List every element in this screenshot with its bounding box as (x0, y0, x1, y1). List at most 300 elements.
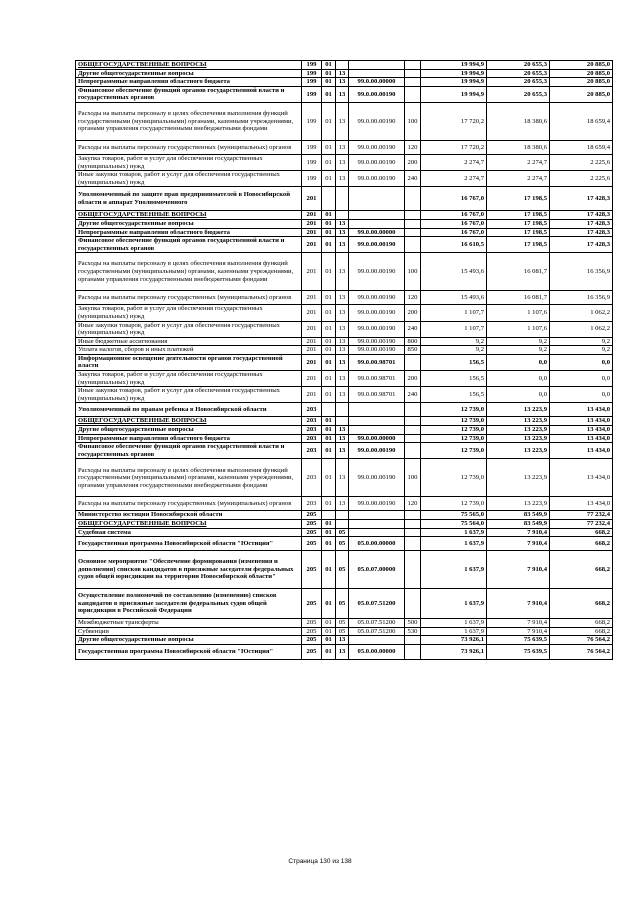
amount-year-3: 13 434,0 (550, 417, 613, 426)
amount-year-2: 0,0 (487, 387, 550, 403)
target-article-code: 99.0.00.98701 (349, 387, 405, 403)
section-code: 01 (322, 78, 336, 87)
amount-year-3: 668,2 (550, 589, 613, 619)
table-row (76, 354, 613, 370)
subsection-code: 13 (336, 102, 349, 140)
amount-year-1: 19 994,9 (421, 69, 487, 78)
section-code: 01 (322, 589, 336, 619)
amount-year-1: 156,5 (421, 371, 487, 387)
amount-year-1: 73 926,1 (421, 636, 487, 645)
amount-year-2: 1 107,6 (487, 305, 550, 321)
subsection-code (336, 520, 349, 529)
row-name: Непрограммные направления областного бюджета (76, 78, 302, 87)
table-row (76, 627, 613, 636)
section-code: 01 (322, 528, 336, 537)
target-article-code (349, 520, 405, 529)
table-row (76, 371, 613, 387)
target-article-code: 99.0.00.98701 (349, 371, 405, 387)
table-row (76, 321, 613, 337)
subsection-code (336, 61, 349, 70)
amount-year-3: 76 564,2 (550, 636, 613, 645)
subsection-code (336, 403, 349, 417)
amount-year-3: 668,2 (550, 537, 613, 551)
section-code: 01 (322, 387, 336, 403)
amount-year-3: 668,2 (550, 619, 613, 628)
row-name: Расходы на выплаты персоналу государственных (муниципальных) органов (76, 140, 302, 154)
target-article-code (349, 219, 405, 228)
amount-year-3: 16 356,9 (550, 253, 613, 291)
subsection-code (336, 417, 349, 426)
ved-code: 201 (302, 321, 322, 337)
amount-year-2: 17 198,5 (487, 219, 550, 228)
section-code: 01 (322, 337, 336, 346)
section-code: 01 (322, 354, 336, 370)
ved-code: 201 (302, 337, 322, 346)
section-code (322, 511, 336, 520)
table-row (76, 520, 613, 529)
table-row (76, 78, 613, 87)
target-article-code: 99.0.00.00190 (349, 337, 405, 346)
amount-year-1: 1 637,9 (421, 627, 487, 636)
amount-year-2: 7 910,4 (487, 619, 550, 628)
expense-type-code (405, 589, 421, 619)
ved-code: 199 (302, 61, 322, 70)
target-article-code: 99.0.00.98701 (349, 354, 405, 370)
amount-year-1: 15 493,6 (421, 253, 487, 291)
section-code: 01 (322, 154, 336, 170)
expense-type-code (405, 636, 421, 645)
section-code: 01 (322, 627, 336, 636)
row-name: Государственная программа Новосибирской области "Юстиция" (76, 537, 302, 551)
section-code: 01 (322, 346, 336, 355)
ved-code: 199 (302, 154, 322, 170)
subsection-code: 13 (336, 171, 349, 187)
section-code: 01 (322, 434, 336, 443)
expense-type-code (405, 528, 421, 537)
row-name: Закупка товаров, работ и услуг для обеспечения государственных (муниципальных) нужд (76, 371, 302, 387)
amount-year-3: 9,2 (550, 337, 613, 346)
amount-year-3: 1 062,2 (550, 321, 613, 337)
amount-year-2: 0,0 (487, 371, 550, 387)
amount-year-3: 17 428,3 (550, 211, 613, 220)
row-name: Расходы на выплаты персоналу государственных (муниципальных) органов (76, 291, 302, 305)
expense-type-code (405, 69, 421, 78)
amount-year-3: 17 428,3 (550, 219, 613, 228)
subsection-code: 13 (336, 434, 349, 443)
table-row (76, 228, 613, 237)
target-article-code (349, 528, 405, 537)
row-name: Другие общегосударственные вопросы (76, 426, 302, 435)
expense-type-code: 500 (405, 619, 421, 628)
row-name: Иные бюджетные ассигнования (76, 337, 302, 346)
row-name: Другие общегосударственные вопросы (76, 636, 302, 645)
amount-year-1: 9,2 (421, 346, 487, 355)
row-name: Уполномоченный по правам ребенка в Новосибирской области (76, 403, 302, 417)
row-name: Другие общегосударственные вопросы (76, 219, 302, 228)
expense-type-code (405, 551, 421, 589)
amount-year-2: 17 198,5 (487, 228, 550, 237)
expense-type-code: 120 (405, 497, 421, 511)
amount-year-1: 15 493,6 (421, 291, 487, 305)
subsection-code: 13 (336, 219, 349, 228)
ved-code: 205 (302, 511, 322, 520)
subsection-code: 13 (336, 291, 349, 305)
amount-year-1: 156,5 (421, 387, 487, 403)
table-row (76, 387, 613, 403)
subsection-code: 05 (336, 589, 349, 619)
expense-type-code (405, 417, 421, 426)
amount-year-3: 13 434,0 (550, 426, 613, 435)
amount-year-1: 19 994,9 (421, 78, 487, 87)
table-row (76, 211, 613, 220)
table-row (76, 69, 613, 78)
expense-type-code: 850 (405, 346, 421, 355)
ved-code: 201 (302, 387, 322, 403)
subsection-code: 13 (336, 426, 349, 435)
amount-year-2: 7 910,4 (487, 551, 550, 589)
row-name: Финансовое обеспечение функций органов государственной власти и государственных органов (76, 443, 302, 459)
row-name: Судебная система (76, 528, 302, 537)
section-code: 01 (322, 551, 336, 589)
subsection-code: 13 (336, 69, 349, 78)
amount-year-3: 77 232,4 (550, 520, 613, 529)
amount-year-3: 13 434,0 (550, 403, 613, 417)
table-row (76, 187, 613, 211)
subsection-code (336, 511, 349, 520)
row-name: Расходы на выплаты персоналу в целях обеспечения выполнения функций государственными (муниципальными) органами, казенными учреждениями, органами управления государственными внебюджетными фондами (76, 459, 302, 497)
amount-year-3: 1 062,2 (550, 305, 613, 321)
amount-year-1: 12 739,0 (421, 403, 487, 417)
amount-year-2: 75 639,5 (487, 644, 550, 659)
row-name: Закупка товаров, работ и услуг для обеспечения государственных (муниципальных) нужд (76, 305, 302, 321)
row-name: Другие общегосударственные вопросы (76, 69, 302, 78)
expense-type-code (405, 443, 421, 459)
amount-year-1: 1 637,9 (421, 589, 487, 619)
target-article-code: 99.0.00.00190 (349, 497, 405, 511)
budget-table (75, 60, 613, 660)
amount-year-1: 19 994,9 (421, 86, 487, 102)
ved-code: 199 (302, 171, 322, 187)
amount-year-1: 9,2 (421, 337, 487, 346)
amount-year-1: 16 767,0 (421, 211, 487, 220)
amount-year-2: 2 274,7 (487, 154, 550, 170)
amount-year-1: 1 107,7 (421, 321, 487, 337)
target-article-code: 99.0.00.00000 (349, 434, 405, 443)
ved-code: 199 (302, 102, 322, 140)
row-name: Осуществление полномочий по составлению (изменению) списков кандидатов в присяжные заседатели федеральных судов общей юрисдикции в Российской Федерации (76, 589, 302, 619)
target-article-code: 99.0.00.00190 (349, 140, 405, 154)
subsection-code: 13 (336, 354, 349, 370)
amount-year-1: 1 637,9 (421, 551, 487, 589)
amount-year-2: 9,2 (487, 337, 550, 346)
section-code: 01 (322, 417, 336, 426)
table-row (76, 511, 613, 520)
row-name: ОБЩЕГОСУДАРСТВЕННЫЕ ВОПРОСЫ (76, 61, 302, 70)
amount-year-1: 12 739,0 (421, 426, 487, 435)
expense-type-code: 200 (405, 154, 421, 170)
ved-code: 203 (302, 443, 322, 459)
table-row (76, 237, 613, 253)
expense-type-code: 240 (405, 171, 421, 187)
row-name: Иные закупки товаров, работ и услуг для обеспечения государственных (муниципальных) нужд (76, 171, 302, 187)
ved-code: 205 (302, 537, 322, 551)
amount-year-3: 2 225,6 (550, 154, 613, 170)
row-name: ОБЩЕГОСУДАРСТВЕННЫЕ ВОПРОСЫ (76, 417, 302, 426)
row-name: Непрограммные направления областного бюджета (76, 434, 302, 443)
amount-year-2: 20 655,3 (487, 78, 550, 87)
amount-year-1: 2 274,7 (421, 171, 487, 187)
target-article-code: 05.0.07.51200 (349, 619, 405, 628)
section-code: 01 (322, 291, 336, 305)
table-row (76, 403, 613, 417)
section-code: 01 (322, 371, 336, 387)
subsection-code: 13 (336, 346, 349, 355)
section-code: 01 (322, 305, 336, 321)
section-code: 01 (322, 171, 336, 187)
section-code: 01 (322, 140, 336, 154)
ved-code: 205 (302, 520, 322, 529)
table-row (76, 636, 613, 645)
subsection-code: 13 (336, 371, 349, 387)
ved-code: 205 (302, 636, 322, 645)
ved-code: 201 (302, 354, 322, 370)
target-article-code: 99.0.00.00000 (349, 228, 405, 237)
ved-code: 201 (302, 371, 322, 387)
row-name: Субвенции (76, 627, 302, 636)
amount-year-3: 20 885,0 (550, 61, 613, 70)
target-article-code (349, 403, 405, 417)
ved-code: 205 (302, 528, 322, 537)
expense-type-code: 240 (405, 321, 421, 337)
target-article-code: 05.0.00.00000 (349, 537, 405, 551)
table-row (76, 171, 613, 187)
amount-year-3: 18 659,4 (550, 102, 613, 140)
row-name: Непрограммные направления областного бюджета (76, 228, 302, 237)
subsection-code: 13 (336, 228, 349, 237)
expense-type-code (405, 211, 421, 220)
expense-type-code (405, 426, 421, 435)
ved-code: 201 (302, 291, 322, 305)
amount-year-2: 16 081,7 (487, 291, 550, 305)
target-article-code (349, 426, 405, 435)
row-name: Министерство юстиции Новосибирской области (76, 511, 302, 520)
amount-year-2: 2 274,7 (487, 171, 550, 187)
ved-code: 199 (302, 78, 322, 87)
subsection-code: 05 (336, 619, 349, 628)
amount-year-2: 20 655,3 (487, 69, 550, 78)
table-row (76, 459, 613, 497)
expense-type-code (405, 520, 421, 529)
row-name: Иные закупки товаров, работ и услуг для обеспечения государственных (муниципальных) нужд (76, 387, 302, 403)
target-article-code (349, 69, 405, 78)
table-row (76, 644, 613, 659)
amount-year-3: 16 356,9 (550, 291, 613, 305)
section-code: 01 (322, 253, 336, 291)
ved-code: 199 (302, 86, 322, 102)
amount-year-2: 17 198,5 (487, 211, 550, 220)
ved-code: 205 (302, 627, 322, 636)
expense-type-code: 800 (405, 337, 421, 346)
amount-year-3: 17 428,3 (550, 187, 613, 211)
target-article-code: 99.0.00.00190 (349, 443, 405, 459)
expense-type-code: 530 (405, 627, 421, 636)
row-name: Иные закупки товаров, работ и услуг для обеспечения государственных (муниципальных) нужд (76, 321, 302, 337)
amount-year-2: 13 223,9 (487, 426, 550, 435)
amount-year-2: 1 107,6 (487, 321, 550, 337)
amount-year-1: 75 564,0 (421, 520, 487, 529)
ved-code: 203 (302, 459, 322, 497)
amount-year-3: 17 428,3 (550, 237, 613, 253)
amount-year-1: 12 739,0 (421, 434, 487, 443)
ved-code: 203 (302, 426, 322, 435)
table-row (76, 497, 613, 511)
amount-year-2: 13 223,9 (487, 497, 550, 511)
amount-year-1: 2 274,7 (421, 154, 487, 170)
amount-year-3: 18 659,4 (550, 140, 613, 154)
subsection-code: 13 (336, 321, 349, 337)
amount-year-3: 2 225,6 (550, 171, 613, 187)
amount-year-1: 73 926,1 (421, 644, 487, 659)
ved-code: 199 (302, 69, 322, 78)
ved-code: 205 (302, 644, 322, 659)
amount-year-2: 13 223,9 (487, 443, 550, 459)
table-row (76, 219, 613, 228)
section-code: 01 (322, 426, 336, 435)
expense-type-code (405, 61, 421, 70)
amount-year-2: 9,2 (487, 346, 550, 355)
amount-year-3: 0,0 (550, 387, 613, 403)
table-row (76, 140, 613, 154)
target-article-code: 05.0.07.51200 (349, 627, 405, 636)
amount-year-3: 76 564,2 (550, 644, 613, 659)
amount-year-2: 13 223,9 (487, 403, 550, 417)
section-code: 01 (322, 537, 336, 551)
amount-year-1: 12 739,0 (421, 417, 487, 426)
amount-year-1: 1 637,9 (421, 528, 487, 537)
table-row (76, 434, 613, 443)
target-article-code: 99.0.00.00190 (349, 253, 405, 291)
amount-year-3: 0,0 (550, 354, 613, 370)
section-code (322, 187, 336, 211)
subsection-code: 13 (336, 154, 349, 170)
expense-type-code: 100 (405, 459, 421, 497)
section-code: 01 (322, 619, 336, 628)
subsection-code (336, 211, 349, 220)
expense-type-code (405, 237, 421, 253)
subsection-code: 05 (336, 537, 349, 551)
amount-year-2: 13 223,9 (487, 417, 550, 426)
target-article-code: 99.0.00.00190 (349, 459, 405, 497)
amount-year-2: 20 655,3 (487, 86, 550, 102)
amount-year-1: 1 107,7 (421, 305, 487, 321)
amount-year-2: 7 910,4 (487, 528, 550, 537)
amount-year-2: 7 910,4 (487, 589, 550, 619)
ved-code: 201 (302, 187, 322, 211)
subsection-code: 13 (336, 305, 349, 321)
section-code: 01 (322, 228, 336, 237)
section-code: 01 (322, 636, 336, 645)
amount-year-3: 668,2 (550, 551, 613, 589)
amount-year-2: 17 198,5 (487, 237, 550, 253)
table-row (76, 537, 613, 551)
subsection-code: 13 (336, 387, 349, 403)
amount-year-2: 18 380,6 (487, 140, 550, 154)
target-article-code: 99.0.00.00000 (349, 78, 405, 87)
amount-year-3: 0,0 (550, 371, 613, 387)
table-row (76, 417, 613, 426)
target-article-code (349, 636, 405, 645)
page-footer: Страница 130 из 138 (288, 858, 352, 865)
ved-code: 201 (302, 211, 322, 220)
ved-code: 199 (302, 140, 322, 154)
expense-type-code (405, 434, 421, 443)
expense-type-code (405, 511, 421, 520)
section-code: 01 (322, 497, 336, 511)
target-article-code: 99.0.00.00190 (349, 237, 405, 253)
table-row (76, 291, 613, 305)
amount-year-3: 20 885,0 (550, 86, 613, 102)
row-name: Межбюджетные трансферты (76, 619, 302, 628)
row-name: ОБЩЕГОСУДАРСТВЕННЫЕ ВОПРОСЫ (76, 211, 302, 220)
amount-year-3: 13 434,0 (550, 443, 613, 459)
subsection-code (336, 187, 349, 211)
expense-type-code: 200 (405, 305, 421, 321)
ved-code: 205 (302, 589, 322, 619)
amount-year-1: 12 739,0 (421, 443, 487, 459)
table-row (76, 86, 613, 102)
amount-year-3: 668,2 (550, 528, 613, 537)
target-article-code: 99.0.00.00190 (349, 321, 405, 337)
subsection-code: 13 (336, 337, 349, 346)
row-name: Уплата налогов, сборов и иных платежей (76, 346, 302, 355)
subsection-code: 13 (336, 253, 349, 291)
ved-code: 201 (302, 237, 322, 253)
target-article-code (349, 417, 405, 426)
subsection-code: 05 (336, 528, 349, 537)
row-name: Расходы на выплаты персоналу государственных (муниципальных) органов (76, 497, 302, 511)
target-article-code: 99.0.00.00190 (349, 305, 405, 321)
amount-year-3: 20 885,0 (550, 69, 613, 78)
section-code (322, 403, 336, 417)
ved-code: 205 (302, 551, 322, 589)
expense-type-code (405, 78, 421, 87)
ved-code: 203 (302, 434, 322, 443)
ved-code: 201 (302, 253, 322, 291)
target-article-code: 05.0.00.00000 (349, 644, 405, 659)
section-code: 01 (322, 219, 336, 228)
target-article-code (349, 211, 405, 220)
amount-year-2: 13 223,9 (487, 459, 550, 497)
table-row (76, 337, 613, 346)
subsection-code: 13 (336, 459, 349, 497)
target-article-code: 99.0.00.00190 (349, 291, 405, 305)
target-article-code: 99.0.00.00190 (349, 154, 405, 170)
amount-year-1: 1 637,9 (421, 537, 487, 551)
amount-year-2: 20 655,3 (487, 61, 550, 70)
row-name: Уполномоченный по защите прав предпринимателей в Новосибирской области и аппарат Уполномоченного (76, 187, 302, 211)
ved-code: 201 (302, 305, 322, 321)
section-code: 01 (322, 644, 336, 659)
section-code: 01 (322, 61, 336, 70)
amount-year-1: 75 565,0 (421, 511, 487, 520)
amount-year-2: 7 910,4 (487, 627, 550, 636)
amount-year-3: 17 428,3 (550, 228, 613, 237)
ved-code: 201 (302, 219, 322, 228)
subsection-code: 13 (336, 78, 349, 87)
amount-year-1: 17 720,2 (421, 140, 487, 154)
target-article-code: 99.0.00.00190 (349, 86, 405, 102)
subsection-code: 13 (336, 237, 349, 253)
